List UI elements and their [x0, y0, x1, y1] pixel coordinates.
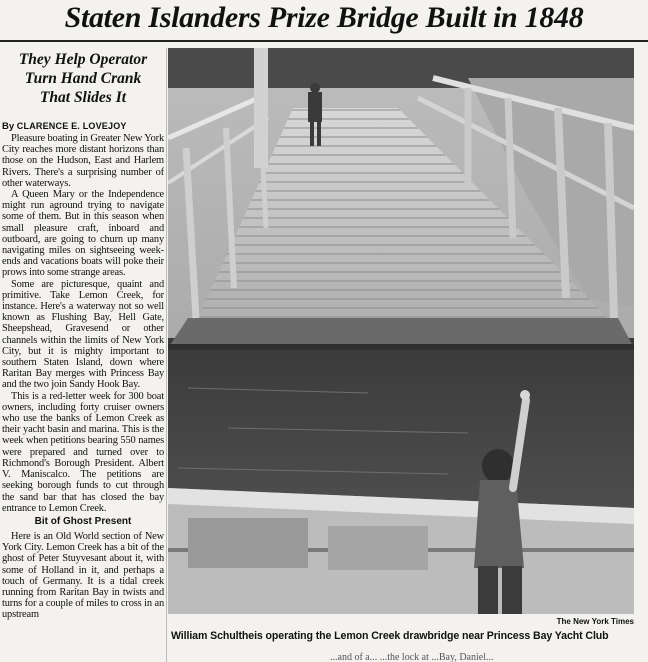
byline [2, 120, 164, 133]
subhead-line: That Slides It [39, 89, 127, 106]
article-paragraph: Some are picturesque, quaint and primitive. Take Lemon Creek, for instance. Here's a waterway not so well known as Flushing Bay, Hell Gate, Sheepshead, Gravesend or other channels within the limits of New York City, but it is mighty important to southern Staten Island, down where Raritan Bay merges with Princess Bay and the two join Sandy Hook Bay. [2, 278, 164, 391]
photo-caption: William Schultheis operating the Lemon Creek drawbridge near Princess Bay Yacht Club [171, 630, 609, 642]
article-paragraph: Pleasure boating in Greater New York City reaches more distant horizons than those on the Hudson, East and Harlem Rivers. There's a surprising number of other waterways. [2, 133, 164, 189]
subhead-line: They Help Operator [18, 51, 148, 68]
bridge-photo-image [168, 48, 634, 614]
headline-rule [0, 40, 648, 42]
headline: Staten Islanders Prize Bridge Built in 1848 [64, 1, 584, 34]
article-paragraph: This is a red-letter week for 300 boat owners, including forty cruiser owners who use the banks of Lemon Creek as their yacht basin and marina. This is the week when petitions bearing 550 names were prepared and turned over to Richmond's Borough President. Albert V. Maniscalco. The petitions are seeking borough funds to cut through the sand bar that has closed the bay entrance to Lemon Creek. [2, 390, 164, 514]
column-divider [166, 48, 167, 662]
continued-text-fragment: ...and of a... ...the lock at ...Bay, Daniel... [330, 652, 494, 662]
photo-credit: The New York Times [556, 617, 634, 626]
byline-prefix: By [2, 121, 15, 132]
article-column [2, 48, 164, 662]
byline-author: CLARENCE E. LOVEJOY [16, 121, 127, 131]
subhead [2, 50, 164, 107]
article-paragraph: Here is an Old World section of New York City. Lemon Creek has a bit of the ghost of Peter Stuyvesant about it, with some of Holland in it, and perhaps a touch of Germany. It is a tidal creek running from Raritan Bay in twists and turns for a couple of miles to cross in an upstream [2, 530, 164, 621]
bridge-photo [168, 48, 634, 614]
crosshead: Bit of Ghost Present [34, 515, 132, 527]
article-paragraph: A Queen Mary or the Independence might run aground trying to navigate some of them. But in this season when small pleasure craft, inboard and outboard, are going to churn up many navigating miles on sightseeing week-ends and vacations boats will poke their prows into some strange areas. [2, 189, 164, 279]
subhead-line: Turn Hand Crank [24, 70, 142, 87]
